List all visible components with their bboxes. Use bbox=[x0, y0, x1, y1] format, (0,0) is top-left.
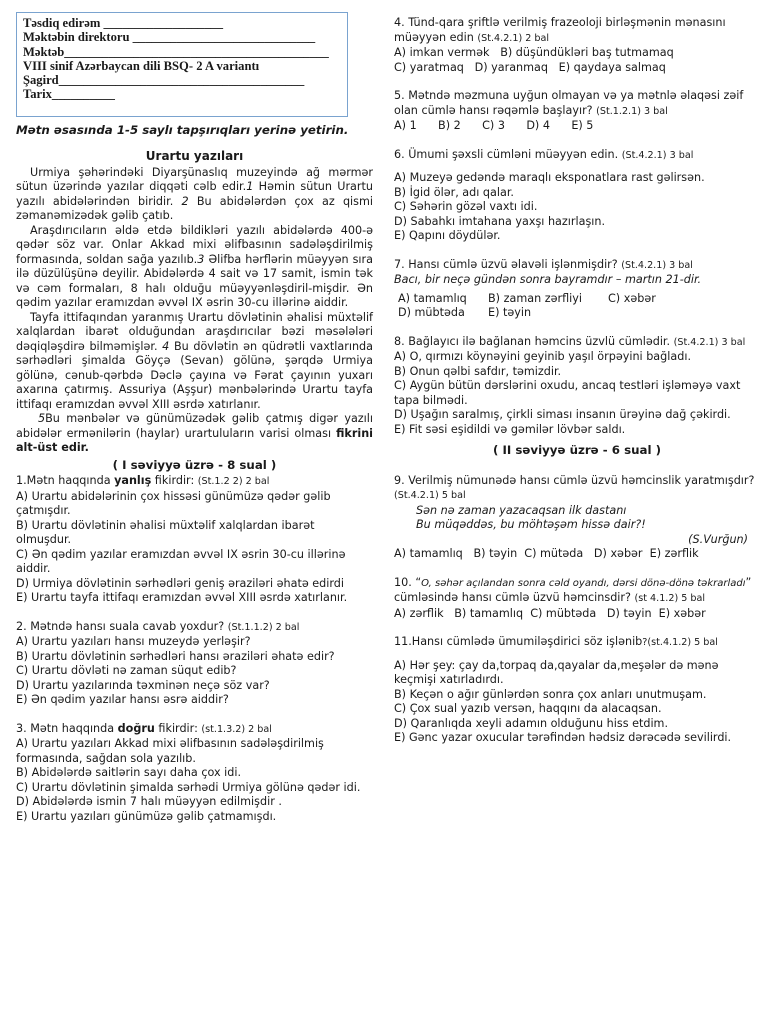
question-2: 2. Mətndə hansı suala cavab yoxdur? (St.1.1.2) 2 bal A) Urartu yazıları hansı muzeydə yerləşir? B) Urartu dövlətinin sərhədləri hansı əraziləri əhatə edir? C) Urartu dövləti nə zaman süqut edib? D) Urartu yazılarında təxminən neçə söz var? E) Ən qədim yazılar hansı əsrə aiddir? bbox=[16, 620, 373, 708]
q11-option-c: C) Çox sual yazıb versən, haqqını da alacaqsan. bbox=[394, 702, 662, 715]
paragraph-1: Urmiya şəhərindəki Diyarşünaslıq muzeyində ağ mərmər sütun üzərində yazılar diqqəti cəlb edir.1 Həmin sütun Urartu yazılı abidələrindən biridir. 2 Bu abidələrdən çox az qismi zəmanəmizədək gəlib çatıb. bbox=[16, 165, 373, 223]
q8-option-d: D) Uşağın saralmış, çirkli siması insanın ürəyinə dağ çəkirdi. bbox=[394, 408, 731, 421]
q7-option-c: C) xəbər bbox=[608, 291, 656, 305]
q1-option-d: D) Urmiya dövlətinin sərhədləri geniş əraziləri əhatə edirdi bbox=[16, 576, 345, 590]
instruction: Mətn əsasında 1-5 saylı tapşırıqları yerinə yetirin. bbox=[16, 122, 349, 137]
q1-option-b: B) Urartu dövlətinin əhalisi müxtəlif xalqlardan ibarət olmuşdur. bbox=[16, 518, 315, 547]
approval-line: Təsdiq edirəm ___________________ bbox=[23, 16, 224, 30]
q8-option-b: B) Onun qəlbi safdır, təmizdir. bbox=[394, 364, 562, 378]
question-6: 6. Ümumi şəxsli cümləni müəyyən edin. (St.4.2.1) 3 bal A) Muzeyə gedəndə maraqlı eksponatlara rast gəlirsən. B) İgid ölər, adı qalar. C) Səhərin gözəl vaxtı idi. D) Sabahkı imtahana yaxşı hazırlaşın. E) Qapını döydülər. bbox=[394, 148, 760, 244]
paragraph-2: Araşdırıcıların əldə etdə bildikləri yazılı abidələrdə 400-ə qədər söz var. Onlar Akkad mixi əlifbasının sadələşdirilmiş formasında, soldan sağa yazılıb.3 Əlifba hərflərin müəyyən sıra ilə düzülüşünə deyilir. Abidələrdə 4 sait və 17 samit, ismin tək və cəm formaları, 8 halı olduğu müəyyənləşdiril-mişdir. Ən qədim yazılar eramızdan əvvəl IX əsrin 30-cu illərinə aiddir. bbox=[16, 223, 373, 310]
student-line: Şagird_______________________________________ bbox=[23, 73, 305, 88]
q6-option-a: A) Muzeyə gedəndə maraqlı eksponatlara rast gəlirsən. bbox=[394, 171, 705, 184]
q10-options: A) zərflik B) tamamlıq C) mübtəda D) təyin E) xəbər bbox=[394, 606, 706, 620]
q5-options: A) 1 B) 2 C) 3 D) 4 E) 5 bbox=[394, 119, 594, 132]
q3-option-a: A) Urartu yazıları Akkad mixi əlifbasının sadələşdirilmiş formasında, sağdan sola yazılıb. bbox=[16, 737, 324, 765]
q2-option-a: A) Urartu yazıları hansı muzeydə yerləşir? bbox=[16, 635, 251, 649]
q4-options-row-2: C) yaratmaq D) yaranmaq E) qaydaya salmaq bbox=[394, 60, 666, 74]
left-column bbox=[16, 12, 373, 824]
q11-option-d: D) Qaranlıqda xeyli adamın olduğunu hiss etdim. bbox=[394, 716, 669, 730]
q11-option-e: E) Gənc yazar oxucular tərəfindən hədsiz dərəcədə sevilirdi. bbox=[394, 731, 732, 744]
q4-options-row-1: A) imkan vermək B) düşündükləri baş tutmamaq bbox=[394, 46, 674, 59]
q3-option-b: B) Abidələrdə saitlərin sayı daha çox idi. bbox=[16, 766, 242, 780]
q2-option-e: E) Ən qədim yazılar hansı əsrə aiddir? bbox=[16, 693, 229, 707]
school-line: Məktəb__________________________________________ bbox=[23, 44, 329, 59]
q8-option-e: E) Fit səsi eşidildi və gəmilər lövbər saldı. bbox=[394, 422, 626, 436]
q3-option-d: D) Abidələrdə ismin 7 halı müəyyən edilmişdir . bbox=[16, 795, 282, 809]
text-title: Urartu yazıları bbox=[145, 149, 244, 164]
q9-quote-author: (S.Vurğun) bbox=[688, 532, 748, 546]
question-10: 10. “O, səhər açılandan sonra cəld oyandı, dərsi dönə-dönə təkrarladı” cümləsində hansı cümlə üzvü həmcinsdir? (st 4.1.2) 5 bal A) zərflik B) tamamlıq C) mübtəda D) təyin E) xəbər bbox=[394, 576, 760, 622]
question-11: 11.Hansı cümlədə ümumiləşdirici söz işlənib?(st.4.1.2) 5 bal A) Hər şey: çay da,torpaq da,qayalar da,meşələr də mənə keçmişi xatırladırdı. B) Keçən o ağır günlərdən sonra çox anları unutmuşam. C) Çox sual yazıb versən, haqqını da alacaqsan. D) Qaranlıqda xeyli adamın olduğunu hiss etdim. E) Gənc yazar oxucular tərəfindən hədsiz dərəcədə sevilirdi. bbox=[394, 635, 760, 746]
q1-option-a: A) Urartu abidələrinin çox hissəsi günümüzə qədər gəlib çatmışdır. bbox=[16, 489, 331, 518]
question-5: 5. Mətndə məzmuna uyğun olmayan və ya mətnlə əlaqəsi zəif olan cümlə hansı rəqəmlə başlayır? (St.1.2.1) 3 bal A) 1 B) 2 C) 3 D) 4 E) 5 bbox=[394, 89, 760, 134]
q11-option-a: A) Hər şey: çay da,torpaq da,qayalar da,meşələr də mənə keçmişi xatırladırdı. bbox=[394, 658, 719, 686]
q9-quote-line-2: Bu müqəddəs, bu möhtəşəm hissə dair?! bbox=[416, 518, 646, 531]
q7-sentence: Bacı, bir neçə gündən sonra bayramdır – martın 21-dir. bbox=[394, 273, 702, 286]
q3-option-c: C) Urartu dövlətinin şimalda sərhədi Urmiya gölünə qədər idi. bbox=[16, 780, 361, 794]
q1-option-c: C) Ən qədim yazılar eramızdan əvvəl IX əsrin 30-cu illərinə aiddir. bbox=[16, 547, 346, 576]
director-line: Məktəbin direktoru _____________________________ bbox=[23, 30, 316, 45]
q3-option-e: E) Urartu yazıları günümüzə gəlib çatmamışdı. bbox=[16, 809, 277, 823]
q6-option-e: E) Qapını döydülər. bbox=[394, 229, 501, 242]
question-1: 1.Mətn haqqında yanlış fikirdir: (St.1.2 2) 2 bal A) Urartu abidələrinin çox hissəsi günümüzə qədər gəlib çatmışdır. B) Urartu dövlətinin əhalisi müxtəlif xalqlardan ibarət olmuşdur. C) Ən qədim yazılar eramızdan əvvəl IX əsrin 30-cu illərinə aiddir. D) Urmiya dövlətinin sərhədləri geniş əraziləri əhatə edirdi E) Urartu tayfa ittifaqı eramızdan əvvəl XIII əsrdə xatırlanır. bbox=[16, 474, 373, 606]
section-2-heading: ( II səviyyə üzrə - 6 sual ) bbox=[492, 443, 662, 457]
q6-option-b: B) İgid ölər, adı qalar. bbox=[394, 185, 514, 199]
question-4: 4. Tünd-qara şriftlə verilmiş frazeoloji birləşmənin mənasını müəyyən edin (St.4.2.1) 2 bal A) imkan vermək B) düşündükləri baş tutmamaq C) yaratmaq D) yaranmaq E) qaydaya salmaq bbox=[394, 16, 760, 75]
question-3: 3. Mətn haqqında doğru fikirdir: (st.1.3.2) 2 bal A) Urartu yazıları Akkad mixi əlifbasının sadələşdirilmiş formasında, sağdan sola yazılıb. B) Abidələrdə saitlərin sayı daha çox idi. C) Urartu dövlətinin şimalda sərhədi Urmiya gölünə qədər idi. D) Abidələrdə ismin 7 halı müəyyən edilmişdir . E) Urartu yazıları günümüzə gəlib çatmamışdı. bbox=[16, 722, 373, 825]
q7-option-d: D) mübtəda bbox=[398, 306, 465, 319]
date-line: Tarix__________ bbox=[23, 87, 115, 102]
section-1-heading: ( I səviyyə üzrə - 8 sual ) bbox=[112, 457, 277, 472]
q9-quote-line-1: Sən nə zaman yazacaqsan ilk dastanı bbox=[416, 503, 627, 517]
q2-option-d: D) Urartu yazılarında təxminən neçə söz var? bbox=[16, 678, 270, 692]
paragraph-3: Tayfa ittifaqından yaranmış Urartu dövlətinin əhalisi müxtəlif xalqlardan ibarət olduğundan araşdırıcılar bəzi məsələləri dəqiqləşdirə bilməmişlər. 4 Bu dövlətin ən qüdrətli vaxtlarında sərhədləri şimalda Göyçə (Sevan) gölünə, şərqdə Urmiya gölünə, cənub-qərbdə Dəclə çayına və Fərat çayının yuxarı axarına çatırmış. Assuriya (Aşşur) mənbələrində Urartu tayfa ittifaqı eramızdan əvvəl XIII əsrdə xatırlanır. bbox=[16, 310, 373, 411]
q2-option-b: B) Urartu dövlətinin sərhədləri hansı əraziləri əhatə edir? bbox=[16, 649, 335, 663]
q9-options: A) tamamlıq B) təyin C) mütədа D) xəbər E) zərflik bbox=[394, 547, 699, 560]
right-column bbox=[394, 16, 760, 746]
paragraph-4: 5Bu mənbələr və günümüzədək gəlib çatmış digər yazılı abidələr ermənilərin (haylar) urartuluların varisi olması fikrini alt-üst edir. bbox=[16, 412, 373, 455]
q7-option-a: A) tamamlıq bbox=[398, 291, 467, 305]
q7-option-b: B) zaman zərfliyi bbox=[488, 291, 582, 305]
q8-option-c: C) Aygün bütün dərslərini oxudu, ancaq testləri işləməyə vaxt tapa bilmədi. bbox=[394, 379, 741, 407]
q11-option-b: B) Keçən o ağır günlərdən sonra çox anları unutmuşam. bbox=[394, 687, 707, 701]
approval-header-box bbox=[16, 12, 348, 117]
question-8: 8. Bağlayıcı ilə bağlanan həmcins üzvlü cümlədir. (St.4.2.1) 3 bal A) O, qırmızı köynəyini geyinib yaşıl örpəyini bağladı. B) Onun qəlbi safdır, təmizdir. C) Aygün bütün dərslərini oxudu, ancaq testləri işləməyə vaxt tapa bilmədi. D) Uşağın saralmış, çirkli siması insanın ürəyinə dağ çəkirdi. E) Fit səsi eşidildi və gəmilər lövbər saldı. bbox=[394, 335, 760, 438]
q6-option-c: C) Səhərin gözəl vaxtı idi. bbox=[394, 200, 538, 213]
grade-subject-line: VIII sinif Azərbaycan dili BSQ- 2 A variantı bbox=[23, 58, 260, 73]
q8-option-a: A) O, qırmızı köynəyini geyinib yaşıl örpəyini bağladı. bbox=[394, 350, 691, 363]
q1-option-e: E) Urartu tayfa ittifaqı eramızdan əvvəl XIII əsrdə xatırlanır. bbox=[16, 591, 348, 605]
q2-option-c: C) Urartu dövləti nə zaman süqut edib? bbox=[16, 664, 237, 678]
question-9: 9. Verilmiş nümunədə hansı cümlə üzvü həmcinslik yaratmışdır? (St.4.2.1) 5 bal Sən nə zaman yazacaqsan ilk dastanı Bu müqəddəs, bu möhtəşəm hissə dair?! (S.Vurğun) A) tamamlıq B) təyin C) mütədа D) xəbər E) zərflik bbox=[394, 474, 760, 562]
question-7: 7. Hansı cümlə üzvü əlavəli işlənmişdir? (St.4.2.1) 3 bal Bacı, bir neçə gündən sonra bayramdır – martın 21-dir. A) tamamlıq B) zaman zərfliyi C) xəbər D) mübtəda E) təyin bbox=[394, 258, 760, 321]
q7-option-e: E) təyin bbox=[488, 306, 532, 319]
q6-option-d: D) Sabahkı imtahana yaxşı hazırlaşın. bbox=[394, 214, 606, 228]
